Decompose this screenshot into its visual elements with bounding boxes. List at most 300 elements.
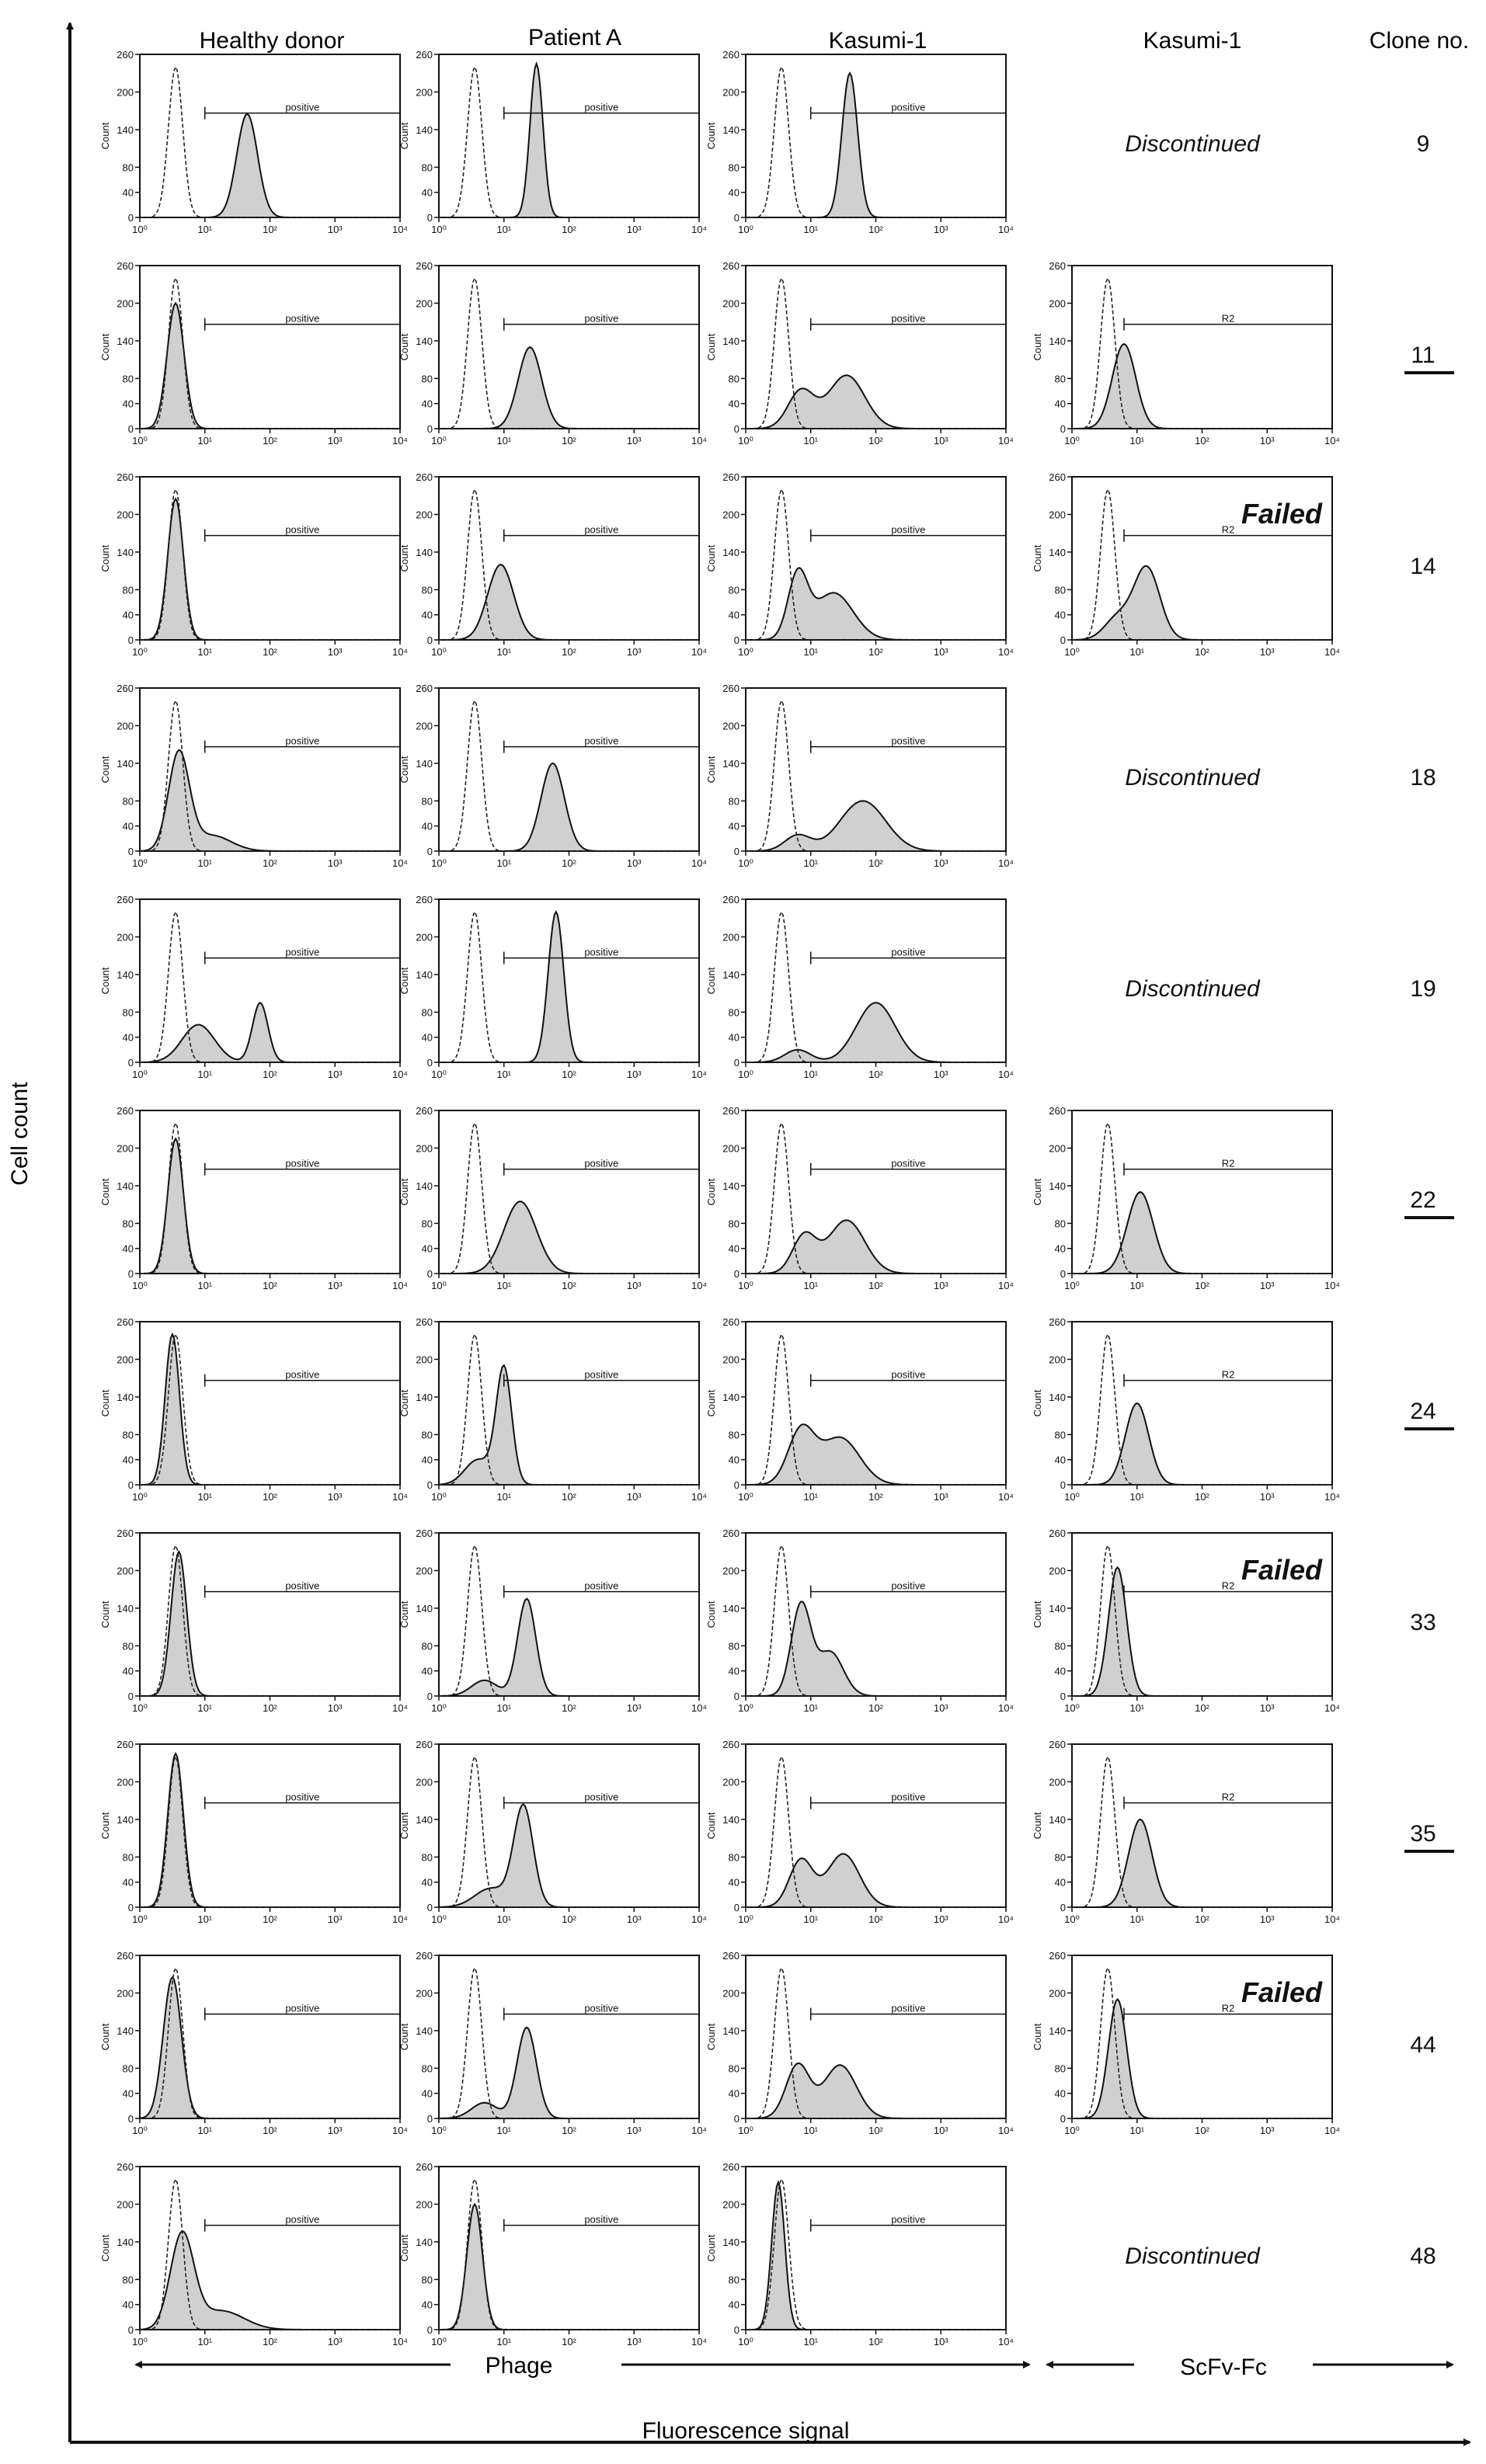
gate-label: positive [584, 312, 619, 325]
y-tick-label: 200 [1049, 297, 1066, 310]
y-tick-label: 0 [426, 1268, 433, 1280]
x-tick-label: 10¹ [496, 435, 512, 447]
x-tick-label: 10² [263, 1069, 277, 1080]
y-tick-label: 200 [722, 509, 740, 521]
x-tick-label: 10³ [933, 646, 948, 658]
x-tick-label: 10⁴ [691, 857, 708, 869]
y-tick-label: 260 [722, 1105, 740, 1117]
x-tick-label: 10² [562, 646, 576, 658]
count-axis-label: Count [705, 967, 717, 995]
x-tick-label: 10⁰ [738, 1280, 753, 1291]
y-tick-label: 0 [733, 1479, 740, 1491]
y-tick-label: 260 [117, 1950, 134, 1962]
y-tick-label: 0 [733, 634, 740, 646]
y-tick-label: 140 [416, 1602, 433, 1614]
x-tick-label: 10³ [626, 435, 642, 447]
y-tick-label: 260 [117, 1527, 134, 1539]
x-tick-label: 10⁰ [738, 857, 753, 869]
y-tick-label: 140 [117, 1391, 134, 1403]
gate-label: positive [891, 1157, 926, 1169]
x-tick-label: 10⁰ [132, 2336, 148, 2348]
x-tick-label: 10⁴ [691, 1913, 708, 1925]
gate-label: positive [285, 735, 320, 747]
gate-label: positive [891, 1791, 926, 1803]
y-tick-label: 200 [416, 720, 433, 732]
y-tick-label: 80 [728, 1218, 740, 1230]
y-tick-label: 260 [416, 1527, 433, 1539]
x-tick-label: 10⁰ [431, 1280, 447, 1291]
y-tick-label: 260 [416, 2161, 433, 2173]
y-tick-label: 40 [728, 1242, 740, 1255]
count-axis-label: Count [398, 1812, 410, 1840]
x-tick-label: 10⁴ [1324, 1491, 1341, 1503]
x-tick-label: 10¹ [803, 1069, 819, 1080]
count-axis-label: Count [705, 756, 717, 784]
y-tick-label: 200 [722, 86, 740, 99]
x-tick-label: 10⁰ [431, 857, 447, 869]
gate-label: positive [584, 2002, 619, 2014]
y-tick-label: 40 [728, 398, 740, 410]
x-tick-label: 10⁰ [431, 2336, 447, 2348]
clone-number: 24 [1410, 1399, 1436, 1424]
x-tick-label: 10¹ [197, 435, 213, 447]
y-tick-label: 140 [722, 1180, 740, 1192]
y-tick-label: 80 [421, 162, 433, 174]
y-tick-label: 200 [117, 1142, 134, 1155]
y-axis-title: Cell count [7, 1082, 33, 1186]
y-tick-label: 40 [1054, 1242, 1066, 1255]
x-tick-label: 10⁴ [392, 1069, 409, 1080]
y-tick-label: 80 [728, 2063, 740, 2075]
count-axis-label: Count [99, 122, 111, 150]
histogram-frame [746, 1744, 1006, 1907]
x-tick-label: 10¹ [496, 1913, 512, 1925]
x-tick-label: 10⁴ [1324, 1913, 1341, 1925]
y-tick-label: 80 [728, 795, 740, 808]
histogram-frame [439, 266, 699, 429]
gate-label: positive [285, 1157, 320, 1169]
clone-number: 22 [1410, 1187, 1436, 1213]
y-tick-label: 80 [1054, 1218, 1066, 1230]
x-tick-label: 10⁰ [132, 1702, 148, 1714]
y-tick-label: 140 [416, 2236, 433, 2248]
y-tick-label: 0 [733, 212, 740, 224]
x-tick-label: 10³ [1259, 2125, 1275, 2136]
y-tick-label: 80 [728, 1006, 740, 1019]
x-tick-label: 10² [868, 1069, 883, 1080]
gate-label: positive [891, 1368, 926, 1381]
y-tick-label: 260 [1049, 1739, 1066, 1750]
x-tick-label: 10² [263, 2125, 277, 2136]
y-tick-label: 40 [421, 2299, 433, 2311]
x-tick-label: 10¹ [803, 224, 819, 235]
x-axis-title: Fluorescence signal [642, 2418, 850, 2444]
failed-label: Failed [1241, 498, 1323, 530]
y-tick-label: 260 [117, 2161, 134, 2173]
x-tick-label: 10² [868, 1491, 883, 1503]
y-tick-label: 40 [728, 1454, 740, 1466]
y-tick-label: 40 [122, 2299, 134, 2311]
y-tick-label: 260 [1049, 471, 1066, 483]
y-tick-label: 0 [1060, 634, 1066, 646]
x-tick-label: 10³ [626, 1280, 642, 1291]
x-tick-label: 10² [1195, 646, 1209, 658]
y-tick-label: 140 [416, 757, 433, 770]
x-tick-label: 10¹ [803, 1702, 819, 1714]
scfv-bracket-label: ScFv-Fc [1180, 2355, 1267, 2380]
x-tick-label: 10⁰ [132, 435, 148, 447]
x-tick-label: 10³ [626, 2125, 642, 2136]
y-tick-label: 200 [117, 1776, 134, 1788]
x-tick-label: 10² [868, 2125, 883, 2136]
x-tick-label: 10⁰ [431, 1069, 447, 1080]
y-tick-label: 260 [117, 471, 134, 483]
x-tick-label: 10⁴ [392, 1491, 409, 1503]
y-tick-label: 0 [733, 2324, 740, 2336]
x-tick-label: 10³ [327, 2336, 343, 2348]
y-tick-label: 140 [722, 546, 740, 558]
x-tick-label: 10³ [1259, 646, 1275, 658]
y-tick-label: 200 [416, 86, 433, 99]
y-tick-label: 80 [728, 162, 740, 174]
x-tick-label: 10¹ [496, 224, 512, 235]
x-tick-label: 10² [868, 646, 883, 658]
y-tick-label: 140 [416, 968, 433, 981]
y-tick-label: 200 [416, 1565, 433, 1577]
gate-label: R2 [1221, 1580, 1235, 1592]
x-tick-label: 10⁴ [997, 1069, 1014, 1080]
count-axis-label: Count [1032, 2023, 1043, 2051]
discontinued-label: Discontinued [1125, 2243, 1260, 2269]
y-tick-label: 80 [1054, 1429, 1066, 1441]
x-tick-label: 10⁴ [1324, 1280, 1341, 1291]
y-tick-label: 0 [426, 634, 433, 646]
gate-label: positive [584, 2213, 619, 2226]
column-header-patient-a: Patient A [527, 25, 622, 50]
y-tick-label: 260 [722, 1527, 740, 1539]
x-tick-label: 10⁴ [997, 646, 1014, 658]
count-axis-label: Count [1032, 1389, 1043, 1417]
x-tick-label: 10² [562, 1280, 576, 1291]
x-tick-label: 10³ [933, 1280, 948, 1291]
y-tick-label: 80 [122, 1851, 134, 1864]
gate-label: R2 [1221, 1368, 1235, 1381]
x-tick-label: 10⁴ [392, 1913, 409, 1925]
count-axis-label: Count [99, 1178, 111, 1206]
y-tick-label: 40 [122, 1242, 134, 1255]
x-tick-label: 10⁴ [392, 1702, 409, 1714]
y-tick-label: 140 [722, 757, 740, 770]
y-tick-label: 40 [421, 1242, 433, 1255]
y-tick-label: 40 [1054, 398, 1066, 410]
x-tick-label: 10⁰ [738, 646, 753, 658]
y-tick-label: 80 [728, 373, 740, 385]
x-tick-label: 10⁰ [1064, 1913, 1080, 1925]
count-axis-label: Count [705, 122, 717, 150]
x-tick-label: 10³ [1259, 1491, 1275, 1503]
count-axis-label: Count [99, 967, 111, 995]
y-tick-label: 200 [722, 2198, 740, 2211]
y-tick-label: 80 [728, 1851, 740, 1864]
gate-label: positive [584, 946, 619, 958]
y-tick-label: 80 [421, 584, 433, 596]
y-tick-label: 0 [1060, 1902, 1066, 1913]
histogram-frame [746, 54, 1006, 217]
x-tick-label: 10³ [626, 1913, 642, 1925]
x-tick-label: 10⁰ [738, 1069, 753, 1080]
x-tick-label: 10³ [933, 1702, 948, 1714]
y-tick-label: 140 [1049, 335, 1066, 347]
count-axis-label: Count [398, 756, 410, 784]
y-tick-label: 200 [117, 720, 134, 732]
count-axis-label: Count [705, 1600, 717, 1628]
x-tick-label: 10⁰ [738, 1702, 753, 1714]
x-tick-label: 10³ [626, 646, 642, 658]
x-tick-label: 10¹ [1129, 1491, 1145, 1503]
x-tick-label: 10¹ [496, 2336, 512, 2348]
y-tick-label: 140 [416, 2024, 433, 2037]
y-tick-label: 0 [127, 423, 134, 435]
x-tick-label: 10⁰ [1064, 1491, 1080, 1503]
x-tick-label: 10⁰ [738, 1491, 753, 1503]
x-tick-label: 10² [868, 435, 883, 447]
x-tick-label: 10¹ [803, 435, 819, 447]
y-tick-label: 40 [421, 1665, 433, 1677]
x-tick-label: 10³ [1259, 1702, 1275, 1714]
x-tick-label: 10⁰ [431, 646, 447, 658]
gate-label: R2 [1221, 523, 1235, 536]
count-axis-label: Count [398, 1389, 410, 1417]
x-tick-label: 10³ [327, 224, 343, 235]
x-tick-label: 10⁴ [997, 1913, 1014, 1925]
x-tick-label: 10¹ [803, 1491, 819, 1503]
x-tick-label: 10³ [327, 1280, 343, 1291]
x-tick-label: 10¹ [803, 2125, 819, 2136]
y-tick-label: 80 [728, 1640, 740, 1653]
x-tick-label: 10² [562, 1913, 576, 1925]
y-tick-label: 0 [127, 846, 134, 857]
x-tick-label: 10⁰ [1064, 2125, 1080, 2136]
y-tick-label: 80 [122, 373, 134, 385]
x-tick-label: 10⁰ [738, 224, 753, 235]
y-tick-label: 200 [117, 1565, 134, 1577]
gate-label: positive [285, 312, 320, 325]
y-tick-label: 200 [1049, 1142, 1066, 1155]
y-tick-label: 40 [728, 1665, 740, 1677]
x-tick-label: 10² [868, 2336, 883, 2348]
x-tick-label: 10¹ [496, 1491, 512, 1503]
x-tick-label: 10² [1195, 1913, 1209, 1925]
y-tick-label: 260 [1049, 260, 1066, 272]
x-tick-label: 10³ [327, 1913, 343, 1925]
gate-label: positive [891, 2213, 926, 2226]
x-tick-label: 10⁰ [132, 224, 148, 235]
y-tick-label: 260 [1049, 1105, 1066, 1117]
x-tick-label: 10⁴ [691, 435, 708, 447]
y-tick-label: 0 [426, 1902, 433, 1913]
histogram-frame [1072, 1110, 1332, 1274]
x-tick-label: 10⁴ [691, 2125, 708, 2136]
x-tick-label: 10⁴ [997, 1491, 1014, 1503]
y-tick-label: 140 [117, 757, 134, 770]
gate-label: positive [891, 735, 926, 747]
gate-label: positive [584, 735, 619, 747]
y-tick-label: 140 [117, 123, 134, 136]
y-tick-label: 260 [117, 49, 134, 61]
x-tick-label: 10³ [933, 435, 948, 447]
y-tick-label: 80 [122, 162, 134, 174]
x-tick-label: 10² [263, 1491, 277, 1503]
x-tick-label: 10⁰ [431, 224, 447, 235]
y-tick-label: 40 [1054, 1454, 1066, 1466]
y-tick-label: 80 [421, 1640, 433, 1653]
x-tick-label: 10³ [327, 435, 343, 447]
y-tick-label: 260 [117, 260, 134, 272]
x-tick-label: 10¹ [1129, 435, 1145, 447]
y-tick-label: 0 [127, 2113, 134, 2125]
y-tick-label: 80 [122, 795, 134, 808]
x-tick-label: 10¹ [197, 1069, 213, 1080]
x-tick-label: 10² [868, 1702, 883, 1714]
x-tick-label: 10³ [626, 2336, 642, 2348]
x-tick-label: 10⁰ [738, 2336, 753, 2348]
count-axis-label: Count [398, 544, 410, 572]
y-tick-label: 0 [127, 1902, 134, 1913]
gate-label: positive [891, 101, 926, 113]
y-tick-label: 200 [722, 1142, 740, 1155]
y-tick-label: 80 [1054, 584, 1066, 596]
y-tick-label: 40 [728, 609, 740, 621]
y-tick-label: 40 [122, 1031, 134, 1044]
y-tick-label: 260 [722, 1316, 740, 1328]
y-tick-label: 140 [416, 1813, 433, 1826]
failed-label: Failed [1241, 1976, 1323, 2008]
y-tick-label: 0 [127, 1691, 134, 1702]
y-tick-label: 140 [416, 546, 433, 558]
y-tick-label: 140 [722, 335, 740, 347]
x-tick-label: 10² [263, 646, 277, 658]
y-tick-label: 40 [1054, 609, 1066, 621]
count-axis-label: Count [398, 1600, 410, 1628]
x-tick-label: 10¹ [197, 1280, 213, 1291]
y-tick-label: 200 [416, 509, 433, 521]
x-tick-label: 10² [562, 435, 576, 447]
y-tick-label: 40 [122, 186, 134, 199]
x-tick-label: 10³ [327, 1702, 343, 1714]
y-tick-label: 80 [122, 1006, 134, 1019]
y-tick-label: 200 [1049, 1354, 1066, 1366]
y-tick-label: 0 [426, 1691, 433, 1702]
y-tick-label: 80 [122, 584, 134, 596]
x-tick-label: 10² [868, 1280, 883, 1291]
x-tick-label: 10³ [626, 857, 642, 869]
x-tick-label: 10⁴ [392, 2125, 409, 2136]
x-tick-label: 10⁴ [691, 2336, 708, 2348]
y-tick-label: 80 [122, 2063, 134, 2075]
y-tick-label: 40 [728, 820, 740, 832]
x-tick-label: 10² [562, 1069, 576, 1080]
y-tick-label: 40 [728, 2299, 740, 2311]
y-tick-label: 140 [1049, 2024, 1066, 2037]
count-axis-label: Count [398, 122, 410, 150]
histogram-frame [1072, 1744, 1332, 1907]
x-tick-label: 10² [868, 857, 883, 869]
count-axis-label: Count [1032, 544, 1043, 572]
x-tick-label: 10² [562, 2125, 576, 2136]
x-tick-label: 10³ [933, 2125, 948, 2136]
gate-label: positive [584, 523, 619, 536]
y-tick-label: 40 [421, 398, 433, 410]
y-tick-label: 200 [117, 1987, 134, 2000]
histogram-grid [99, 49, 1454, 2348]
y-tick-label: 200 [1049, 509, 1066, 521]
x-tick-label: 10⁰ [431, 435, 447, 447]
y-tick-label: 260 [117, 1739, 134, 1750]
gate-label: positive [285, 101, 320, 113]
y-tick-label: 260 [416, 49, 433, 61]
column-header-clone-no: Clone no. [1369, 28, 1470, 54]
x-tick-label: 10⁴ [997, 224, 1014, 235]
x-tick-label: 10⁴ [997, 2125, 1014, 2136]
y-tick-label: 200 [722, 931, 740, 944]
column-header-healthy-donor: Healthy donor [199, 28, 345, 54]
count-axis-label: Count [1032, 1812, 1043, 1840]
y-tick-label: 140 [722, 2024, 740, 2037]
y-tick-label: 260 [416, 1105, 433, 1117]
y-tick-label: 260 [722, 2161, 740, 2173]
x-tick-label: 10¹ [1129, 646, 1145, 658]
x-tick-label: 10³ [1259, 1280, 1275, 1291]
y-tick-label: 80 [122, 1429, 134, 1441]
x-tick-label: 10⁴ [392, 2336, 409, 2348]
x-tick-label: 10⁰ [1064, 435, 1080, 447]
y-tick-label: 140 [722, 1813, 740, 1826]
y-tick-label: 40 [1054, 2087, 1066, 2100]
x-tick-label: 10⁰ [431, 2125, 447, 2136]
y-tick-label: 80 [122, 1218, 134, 1230]
gate-label: R2 [1221, 312, 1235, 325]
x-tick-label: 10³ [626, 1491, 642, 1503]
count-axis-label: Count [99, 2023, 111, 2051]
y-tick-label: 40 [421, 1876, 433, 1889]
x-tick-label: 10² [263, 435, 277, 447]
y-tick-label: 140 [117, 2236, 134, 2248]
x-tick-label: 10³ [933, 1913, 948, 1925]
x-tick-label: 10¹ [803, 1913, 819, 1925]
y-tick-label: 0 [127, 1057, 134, 1069]
x-tick-label: 10⁰ [431, 1702, 447, 1714]
x-tick-label: 10⁰ [132, 1069, 148, 1080]
y-tick-label: 40 [122, 820, 134, 832]
x-tick-label: 10¹ [1129, 1702, 1145, 1714]
x-tick-label: 10¹ [803, 1280, 819, 1291]
x-tick-label: 10¹ [197, 1491, 213, 1503]
x-tick-label: 10³ [327, 857, 343, 869]
x-tick-label: 10¹ [1129, 1913, 1145, 1925]
y-tick-label: 200 [416, 931, 433, 944]
x-tick-label: 10¹ [1129, 1280, 1145, 1291]
count-axis-label: Count [99, 2234, 111, 2262]
x-tick-label: 10² [1195, 2125, 1209, 2136]
discontinued-label: Discontinued [1125, 976, 1260, 1002]
gate-label: positive [285, 2213, 320, 2226]
x-tick-label: 10⁰ [431, 1913, 447, 1925]
column-header-kasumi-1-phage: Kasumi-1 [828, 28, 927, 54]
y-tick-label: 80 [421, 1006, 433, 1019]
y-tick-label: 200 [722, 1987, 740, 2000]
y-tick-label: 40 [421, 2087, 433, 2100]
x-tick-label: 10⁴ [997, 435, 1014, 447]
